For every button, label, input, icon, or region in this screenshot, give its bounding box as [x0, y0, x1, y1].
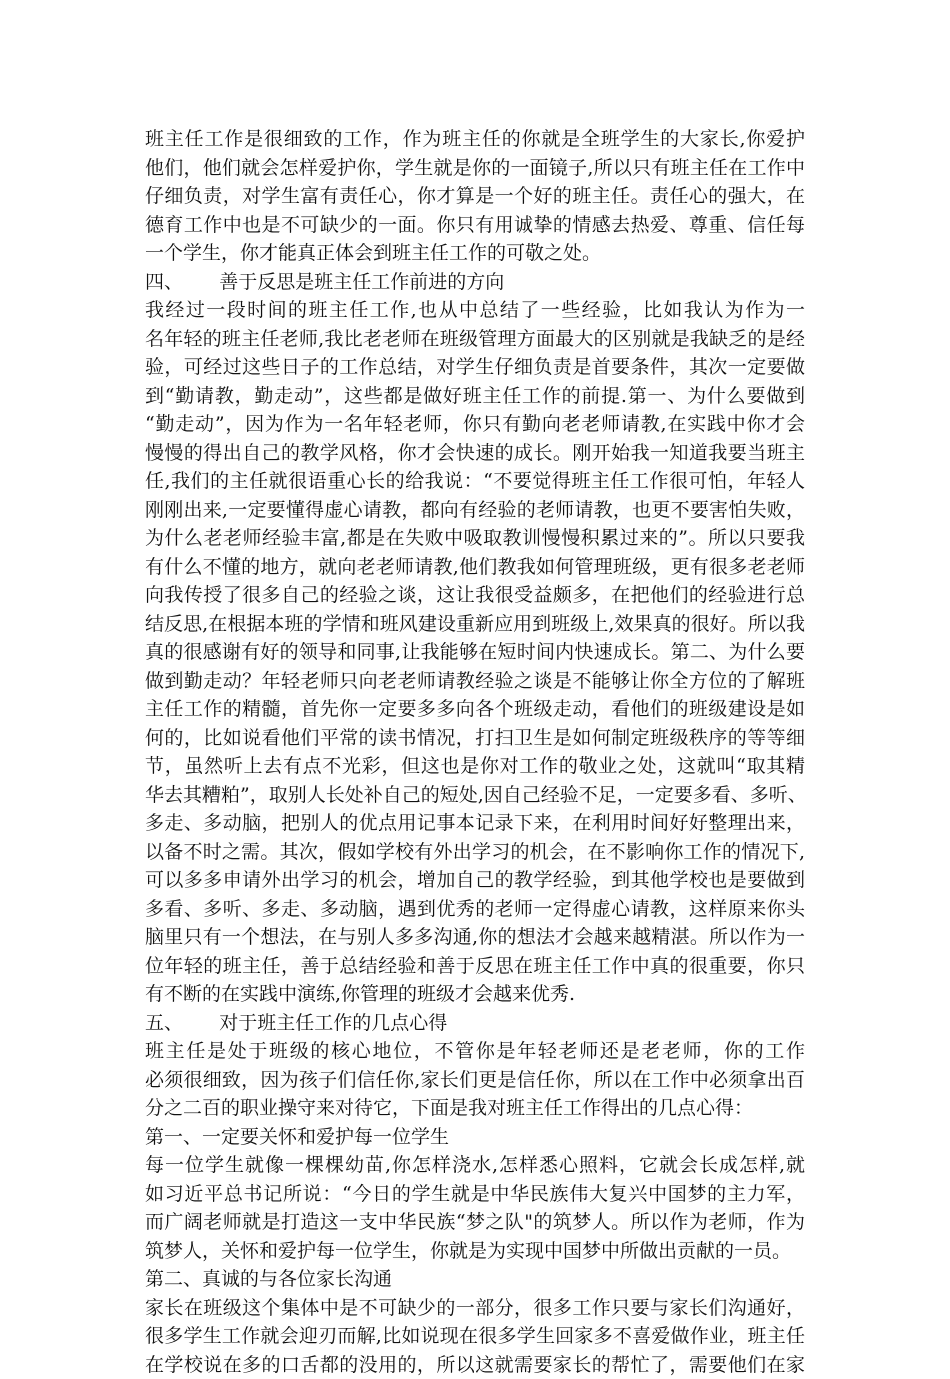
- text-line: 节，虽然听上去有点不光彩，但这也是你对工作的敬业之处，这就叫“取其精: [145, 752, 805, 781]
- text-line: 而广阔老师就是打造这一支中华民族“梦之队"的筑梦人。所以作为老师，作为: [145, 1208, 805, 1237]
- section-heading: [145, 1009, 805, 1038]
- paragraph: [145, 1151, 805, 1265]
- paragraph: [145, 1294, 805, 1379]
- text-line: 一个学生，你才能真正体会到班主任工作的可敬之处。: [145, 239, 805, 268]
- text-line: 有什么不懂的地方，就向老老师请教,他们教我如何管理班级，更有很多老老师: [145, 553, 805, 582]
- text-line: 名年轻的班主任老师,我比老老师在班级管理方面最大的区别就是我缺乏的是经: [145, 325, 805, 354]
- text-line: 向我传授了很多自己的经验之谈，这让我很受益颇多，在把他们的经验进行总: [145, 581, 805, 610]
- text-line: 第一、一定要关怀和爱护每一位学生: [145, 1123, 805, 1152]
- text-line: 任,我们的主任就很语重心长的给我说：“不要觉得班主任工作很可怕，年轻人: [145, 467, 805, 496]
- text-line: 主任工作的精髓，首先你一定要多多向各个班级走动，看他们的班级建设是如: [145, 695, 805, 724]
- text-line: 筑梦人，关怀和爱护每一位学生，你就是为实现中国梦中所做出贡献的一员。: [145, 1237, 805, 1266]
- text-line: 德育工作中也是不可缺少的一面。你只有用诚挚的情感去热爱、尊重、信任每: [145, 211, 805, 240]
- text-line: 到“勤请教，勤走动”，这些都是做好班主任工作的前提.第一、为什么要做到: [145, 382, 805, 411]
- text-line: 多走、多动脑，把别人的优点用记事本记录下来，在利用时间好好整理出来，: [145, 809, 805, 838]
- text-line: “勤走动”，因为作为一名年轻老师，你只有勤向老老师请教,在实践中你才会: [145, 410, 805, 439]
- text-line: 五、 对于班主任工作的几点心得: [145, 1009, 805, 1038]
- section-heading: [145, 1123, 805, 1152]
- text-line: 何的，比如说看他们平常的读书情况，打扫卫生是如何制定班级秩序的等等细: [145, 724, 805, 753]
- text-line: 为什么老老师经验丰富,都是在失败中吸取教训慢慢积累过来的”。所以只要我: [145, 524, 805, 553]
- paragraph: [145, 125, 805, 268]
- text-line: 他们，他们就会怎样爱护你，学生就是你的一面镜子,所以只有班主任在工作中: [145, 154, 805, 183]
- text-line: 班主任工作是很细致的工作，作为班主任的你就是全班学生的大家长,你爱护: [145, 125, 805, 154]
- text-line: 结反思,在根据本班的学情和班风建设重新应用到班级上,效果真的很好。所以我: [145, 610, 805, 639]
- section-heading: [145, 268, 805, 297]
- text-line: 分之二百的职业操守来对待它，下面是我对班主任工作得出的几点心得：: [145, 1094, 805, 1123]
- text-line: 可以多多申请外出学习的机会，增加自己的教学经验，到其他学校也是要做到: [145, 866, 805, 895]
- text-line: 我经过一段时间的班主任工作,也从中总结了一些经验，比如我认为作为一: [145, 296, 805, 325]
- text-line: 脑里只有一个想法，在与别人多多沟通,你的想法才会越来越精湛。所以作为一: [145, 923, 805, 952]
- document-body: [145, 125, 805, 1379]
- text-line: 多看、多听、多走、多动脑，遇到优秀的老师一定得虚心请教，这样原来你头: [145, 895, 805, 924]
- text-line: 华去其糟粕”，取别人长处补自己的短处,因自己经验不足，一定要多看、多听、: [145, 781, 805, 810]
- text-line: 很多学生工作就会迎刃而解,比如说现在很多学生回家多不喜爱做作业，班主任: [145, 1322, 805, 1351]
- text-line: 真的很感谢有好的领导和同事,让我能够在短时间内快速成长。第二、为什么要: [145, 638, 805, 667]
- text-line: 验，可经过这些日子的工作总结，对学生仔细负责是首要条件，其次一定要做: [145, 353, 805, 382]
- text-line: 班主任是处于班级的核心地位，不管你是年轻老师还是老老师，你的工作: [145, 1037, 805, 1066]
- text-line: 在学校说在多的口舌都的没用的，所以这就需要家长的帮忙了，需要他们在家: [145, 1351, 805, 1379]
- text-line: 做到勤走动？年轻老师只向老老师请教经验之谈是不能够让你全方位的了解班: [145, 667, 805, 696]
- text-line: 家长在班级这个集体中是不可缺少的一部分，很多工作只要与家长们沟通好，: [145, 1294, 805, 1323]
- paragraph: [145, 296, 805, 1009]
- text-line: 如习近平总书记所说：“今日的学生就是中华民族伟大复兴中国梦的主力军，: [145, 1180, 805, 1209]
- text-line: 位年轻的班主任，善于总结经验和善于反思在班主任工作中真的很重要，你只: [145, 952, 805, 981]
- text-line: 每一位学生就像一棵棵幼苗,你怎样浇水,怎样悉心照料，它就会长成怎样,就: [145, 1151, 805, 1180]
- section-heading: [145, 1265, 805, 1294]
- text-line: 仔细负责，对学生富有责任心，你才算是一个好的班主任。责任心的强大，在: [145, 182, 805, 211]
- text-line: 有不断的在实践中演练,你管理的班级才会越来优秀.: [145, 980, 805, 1009]
- paragraph: [145, 1037, 805, 1123]
- text-line: 刚刚出来,一定要懂得虚心请教，都向有经验的老师请教，也更不要害怕失败，: [145, 496, 805, 525]
- text-line: 四、 善于反思是班主任工作前进的方向: [145, 268, 805, 297]
- text-line: 以备不时之需。其次，假如学校有外出学习的机会，在不影响你工作的情况下,: [145, 838, 805, 867]
- text-line: 第二、真诚的与各位家长沟通: [145, 1265, 805, 1294]
- text-line: 慢慢的得出自己的教学风格，你才会快速的成长。刚开始我一知道我要当班主: [145, 439, 805, 468]
- text-line: 必须很细致，因为孩子们信任你,家长们更是信任你，所以在工作中必须拿出百: [145, 1066, 805, 1095]
